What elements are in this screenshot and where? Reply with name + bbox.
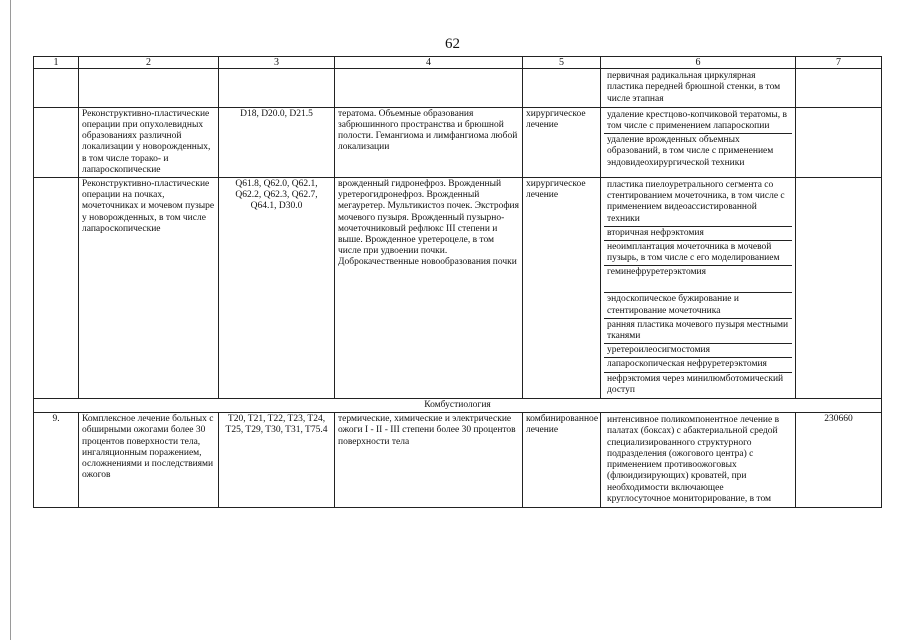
care-type-name: Реконструктивно-пластические операции на почках, мочеточниках и мочевом пузыре у новорожденных, в том числе лапароскопические: [79, 178, 219, 399]
patient-model: термические, химические и электрические ожоги I - II - III степени более 30 процентов поверхности тела: [335, 413, 523, 508]
column-number-header-row: [34, 57, 882, 69]
operation-item: уретероилеосигмостомия: [604, 344, 792, 358]
operation-item: интенсивное поликомпонентное лечение в палатах (боксах) с абактериальной средой специализированного структурного подразделения (ожогового центра) с применением противоожоговых (флюидизирующих) кроватей, при необходимости включающее круглосуточное мониторирование, в том: [607, 415, 780, 504]
operation-item: нефрэктомия через минилюмботомический доступ: [607, 373, 784, 395]
patient-model: врожденный гидронефроз. Врожденный уретерогидронефроз. Врожденный мегауретер. Мультикистоз почек. Экстрофия мочевого пузыря. Врожденный пузырно-мочеточниковый рефлюкс III степени и выше. Врожденное уретероцеле, в том числе при удвоении почки. Доброкачественные новообразования почки: [335, 178, 523, 399]
diagnosis-codes: Q61.8, Q62.0, Q62.1, Q62.2, Q62.3, Q62.7, Q64.1, D30.0: [219, 178, 335, 399]
diagnosis-codes: T20, T21, T22, T23, T24, T25, T29, T30, T31, T75.4: [219, 413, 335, 508]
table-row-tumors: [34, 107, 882, 177]
table-row-kidney: [34, 178, 882, 399]
patient-model: тератома. Объемные образования забрюшинного пространства и брюшной полости. Гемангиома и лимфангиома любой локализации: [335, 107, 523, 177]
treatment-type: комбинированное лечение: [523, 413, 601, 508]
treatment-type: хирургическое лечение: [523, 107, 601, 177]
col-header-3: 3: [219, 57, 335, 69]
care-type-name: Реконструктивно-пластические операции при опухолевидных образованиях различной локализации у новорожденных, в том числе торако- и лапароскопические: [79, 107, 219, 177]
page-left-edge-line: [10, 0, 11, 640]
medical-care-table: [33, 56, 882, 508]
operation-item: вторичная нефрэктомия: [604, 227, 792, 241]
diagnosis-codes: D18, D20.0, D21.5: [219, 107, 335, 177]
operation-item: пластика пиелоуретрального сегмента со стентированием мочеточника, в том числе с применением видеоассистированной техники: [604, 179, 792, 227]
col-header-1: 1: [34, 57, 79, 69]
col-header-6: 6: [601, 57, 796, 69]
operation-item: геминефруретерэктомия: [604, 266, 792, 293]
table-row-continuation: [34, 69, 882, 108]
operation-item: удаление крестцово-копчиковой тератомы, в том числе с применением лапароскопии: [604, 109, 792, 134]
col-header-7: 7: [796, 57, 882, 69]
page-number: 62: [445, 36, 460, 52]
table-row-burns: [34, 413, 882, 508]
row-number: 9.: [34, 413, 79, 508]
col-header-2: 2: [79, 57, 219, 69]
operation-item: неоимплантация мочеточника в мочевой пузырь, в том числе с его моделированием: [604, 241, 792, 266]
operation-item: эндоскопическое бужирование и стентирование мочеточника: [604, 293, 792, 318]
section-title: Комбустиология: [34, 399, 882, 413]
operation-item: ранняя пластика мочевого пузыря местными тканями: [604, 319, 792, 344]
col-header-4: 4: [335, 57, 523, 69]
care-type-name: Комплексное лечение больных с обширными ожогами более 30 процентов поверхности тела, ингаляционным поражением, осложнениями и последствиями ожогов: [79, 413, 219, 508]
operation-item: первичная радикальная циркулярная пластика передней брюшной стенки, в том числе этапная: [607, 71, 781, 104]
treatment-type: хирургическое лечение: [523, 178, 601, 399]
section-header-row: [34, 399, 882, 413]
cost-value: 230660: [796, 413, 882, 508]
operation-item: лапароскопическая нефруретерэктомия: [604, 358, 792, 372]
col-header-5: 5: [523, 57, 601, 69]
operation-item: удаление врожденных объемных образований, в том числе с применением эндовидеохирургической техники: [607, 135, 774, 168]
